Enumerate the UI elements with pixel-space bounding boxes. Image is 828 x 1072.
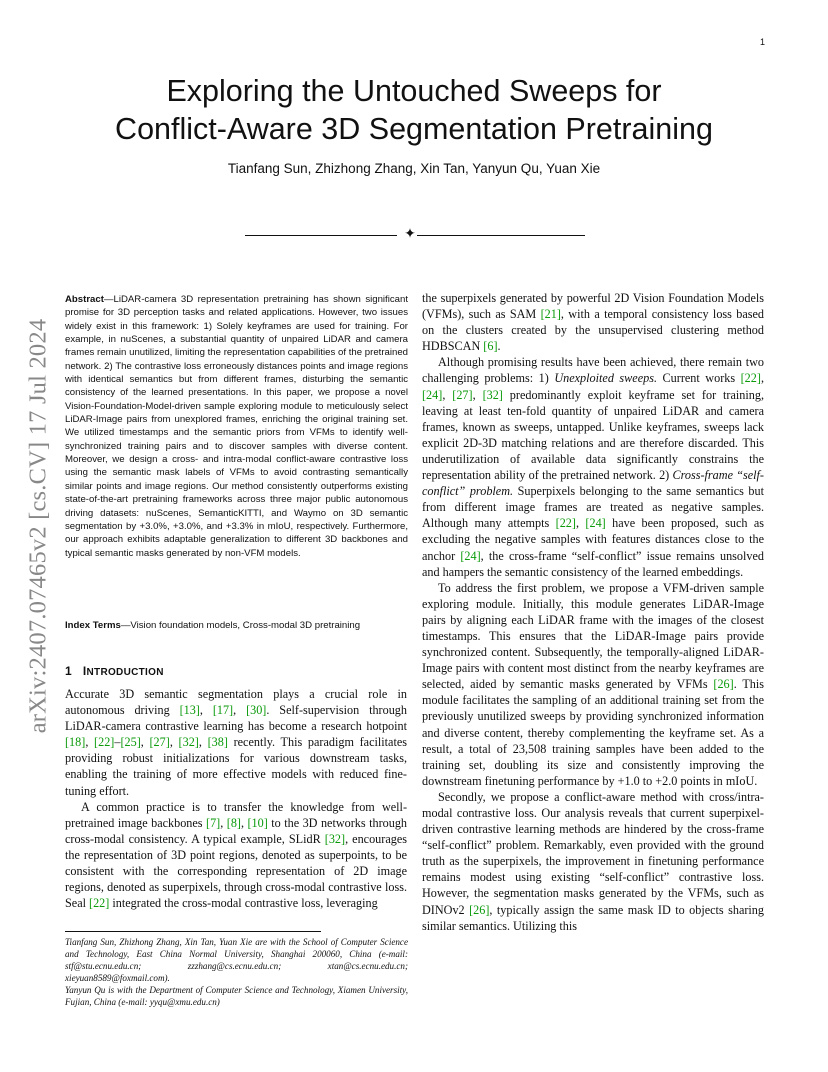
intro-paragraph-5 — [422, 580, 764, 789]
citation-link[interactable]: [27] — [149, 735, 170, 750]
intro-paragraph-3 — [422, 290, 764, 354]
citation-link[interactable]: [24] — [585, 516, 606, 531]
citation-link[interactable]: [22] — [94, 735, 115, 750]
citation-link[interactable]: [32] — [482, 387, 503, 402]
text-run: Although promising results have been achieved, there remain two challenging problems: 1) — [422, 355, 764, 386]
citation-link[interactable]: [30] — [246, 703, 267, 718]
text-run: Current works — [657, 371, 741, 386]
citation-link[interactable]: [27] — [452, 387, 473, 402]
footnote-affiliation-1: Tianfang Sun, Zhizhong Zhang, Xin Tan, Yuan Xie are with the School of Computer Science and Technology, East China Normal University, Shanghai 200060, China (e-mail: stf@stu.ecnu.edu.cn; zzzhang@cs.ecnu.edu.cn; xtan@cs.ecnu.edu.cn; xieyuan8589@foxmail.com). — [65, 937, 408, 983]
citation-link[interactable]: [22] — [555, 516, 576, 531]
citation-link[interactable]: [38] — [207, 735, 228, 750]
text-run: , — [575, 516, 586, 531]
abstract-label: Abstract — [65, 294, 104, 305]
citation-link[interactable]: [21] — [540, 307, 561, 322]
intro-paragraph-2 — [65, 799, 407, 912]
paper-title — [60, 72, 768, 148]
citation-link[interactable]: [7] — [206, 815, 221, 830]
section-heading-introduction — [65, 664, 164, 678]
title-line-1: Exploring the Untouched Sweeps for — [166, 74, 662, 108]
citation-link[interactable]: [17] — [212, 703, 234, 718]
text-run: A common practice is to transfer the knowledge from well-pretrained image backbones — [65, 799, 407, 830]
citation-link[interactable]: [8] — [226, 815, 241, 830]
section-title-rest: NTRODUCTION — [86, 667, 164, 678]
text-run: . This module facilitates the sampling of an additional training set from the previously unutilized sweeps by providing synchronized information and diverse content, thereby complementing the keyframe set. As a result, a total of 23,508 training samples have been added to the training set, doubling its size and consistently improving the downstream finetuning performance by +1.0 to +2.0 points in mIoU. — [422, 677, 764, 788]
text-run: . — [497, 339, 501, 354]
footnotes — [65, 937, 408, 1008]
divider-line-right — [417, 235, 585, 236]
arxiv-identifier-text: arXiv:2407.07465v2 [cs.CV] 17 Jul 2024 — [24, 318, 52, 734]
title-divider — [245, 227, 585, 243]
text-run: , the cross-frame “self-conflict” issue remains unsolved and hampers the semantic consistency of the learned embeddings. — [422, 548, 764, 579]
text-run: , — [198, 735, 208, 750]
text-run: , — [233, 703, 247, 718]
citation-link[interactable]: [32] — [324, 831, 346, 846]
page-number: 1 — [759, 37, 765, 47]
section-number: 1 — [65, 664, 72, 678]
arxiv-identifier — [18, 296, 58, 756]
text-run: To address the first problem, we propose a VFM-driven sample exploring module. Initially, this module generates LiDAR-Image pairs by aligning each LiDAR frame with the images of the closest timestamps. This ensures that the LiDAR-Image pairs provide synchronized content. Subsequently, the temporally-aligned LiDAR-Image pairs with content most distinct from the nearby keyframes are selected, aided by semantic masks generated by VFMs — [422, 580, 764, 692]
text-run: , — [240, 815, 248, 830]
divider-star-icon: ✦ — [404, 227, 416, 242]
citation-link[interactable]: [22] — [740, 371, 761, 386]
emphasis-text: Unexploited sweeps. — [554, 371, 658, 386]
abstract — [65, 293, 408, 560]
footnote-affiliation-2: Yanyun Qu is with the Department of Computer Science and Technology, Xiamen University, Fujian, China (e-mail: yyqu@xmu.edu.cn) — [65, 984, 408, 1007]
index-terms-text: —Vision foundation models, Cross-modal 3D pretraining — [120, 620, 361, 631]
section-title-initial: I — [82, 664, 87, 678]
text-run: , encourages the representation of 3D point regions, denoted as superpoints, to be consistent with the corresponding representation of 2D image regions, denoted as superpixels, through cross-modal contrastive loss. Seal — [65, 831, 407, 911]
text-run: to the 3D networks through cross-modal consistency. A typical example, SLidR — [65, 815, 408, 846]
text-run: , typically assign the same mask ID to objects sharing similar semantics. Utilizing this — [422, 902, 764, 933]
text-run: integrated the cross-modal contrastive loss, leveraging — [109, 896, 378, 911]
text-run: Secondly, we propose a conflict-aware method with cross/intra-modal contrastive loss. Our analysis reveals that current superpixel-driven contrastive learning methods are hindered by the cross-frame “self-conflict” problem. Remarkably, even provided with the ground truth as the superpixels, the improvement in finetuning performance remains modest using existing “self-conflict” contrastive loss. However, the segmentation masks generated by the VFMs, such as DINOv2 — [422, 789, 764, 917]
citation-link[interactable]: [25] — [120, 735, 141, 750]
citation-link[interactable]: [18] — [65, 735, 86, 750]
footnote-rule — [65, 931, 321, 932]
citation-link[interactable]: [26] — [469, 902, 490, 917]
citation-link[interactable]: [26] — [713, 677, 734, 692]
text-run: have been proposed, such as excluding the negative samples with features distances close to the anchor — [422, 516, 765, 563]
text-run: , — [85, 735, 95, 750]
citation-link[interactable]: [22] — [89, 896, 110, 911]
text-run: , — [169, 735, 179, 750]
citation-link[interactable]: [24] — [422, 387, 443, 402]
emphasis-text: Cross-frame “self-conflict” problem. — [422, 468, 764, 499]
citation-link[interactable]: [32] — [178, 735, 199, 750]
text-run: , — [472, 387, 483, 402]
title-line-2: Conflict-Aware 3D Segmentation Pretraining — [115, 112, 713, 146]
text-run: , — [760, 371, 764, 386]
text-run: predominantly exploit keyframe set for training, leaving at least ten-fold quantity of unpaired LiDAR and camera frames, known as sweeps, untapped. Unlike keyframes, sweeps lack explicit 2D-3D matching relations and are therefore discarded. This underutilization of available data significantly constrains the representation ability of the pretrained network. 2) — [422, 387, 765, 483]
index-terms — [65, 619, 408, 632]
citation-link[interactable]: [10] — [247, 815, 268, 830]
abstract-text: —LiDAR-camera 3D representation pretraining has shown significant promise for 3D perception tasks and related applications. However, two issues widely exist in this framework: 1) Solely keyframes are used for training. For example, in nuScenes, a substantial quantity of unpaired LiDAR and camera frames remain unutilized, limiting the representation capabilities of the pretrained network. 2) The contrastive loss erroneously distances points and image regions with identical semantics but from different frames, disturbing the semantic consistency of the learned presentations. In this paper, we propose a novel Vision-Foundation-Model-driven sample exploring module to meticulously select LiDAR-Image pairs from unexplored frames, enriching the original training set. We utilized timestamps and the semantic priors from VFMs to identify well-synchronized training pairs and to discover samples with diverse content. Moreover, we design a cross- and intra-modal conflict-aware contrastive loss using the semantic mask labels of VFMs to avoid contrasting semantically similar points and image regions. Our method consistently outperforms existing state-of-the-art pretraining frameworks across three major public autonomous driving datasets: nuScenes, SemanticKITTI, and Waymo on 3D semantic segmentation by +3.0%, +3.0%, and +3.3% in mIoU, respectively. Furthermore, our approach exhibits adaptable generalization to different 3D backbones and typical semantic masks generated by non-VFM models. — [65, 294, 408, 559]
citation-link[interactable]: [6] — [483, 339, 498, 354]
text-run: . Self-supervision through LiDAR-camera contrastive learning has become a research hotpoint — [65, 703, 407, 734]
citation-link[interactable]: [13] — [179, 703, 200, 718]
index-terms-label: Index Terms — [65, 620, 121, 631]
text-run: the superpixels generated by powerful 2D Vision Foundation Models (VFMs), such as SAM — [422, 291, 764, 322]
text-run: , with a temporal consistency loss based on the clusters created by the unsupervised clustering method HDBSCAN — [422, 307, 764, 354]
right-column-body — [422, 290, 764, 934]
intro-paragraph-4 — [422, 354, 764, 579]
citation-link[interactable]: [24] — [460, 548, 481, 563]
text-run: Superpixels belonging to the same semantics but from different image frames are treated as negative samples. Although many attempts — [422, 484, 764, 531]
text-run: , — [140, 735, 150, 750]
text-run: , — [220, 815, 227, 830]
text-run: recently. This paradigm facilitates providing robust initializations for various downstream tasks, enabling the training of more effective models with reduced fine-tuning effort. — [65, 735, 407, 798]
intro-paragraph-1 — [65, 686, 407, 799]
text-run: , — [442, 387, 453, 402]
intro-paragraph-6 — [422, 789, 764, 934]
text-run: Accurate 3D semantic segmentation plays a crucial role in autonomous driving — [65, 687, 407, 718]
author-list: Tianfang Sun, Zhizhong Zhang, Xin Tan, Yanyun Qu, Yuan Xie — [227, 161, 601, 176]
text-run: – — [114, 735, 121, 750]
text-run: , — [199, 703, 213, 718]
left-column-body — [65, 686, 407, 911]
divider-line-left — [245, 235, 397, 236]
